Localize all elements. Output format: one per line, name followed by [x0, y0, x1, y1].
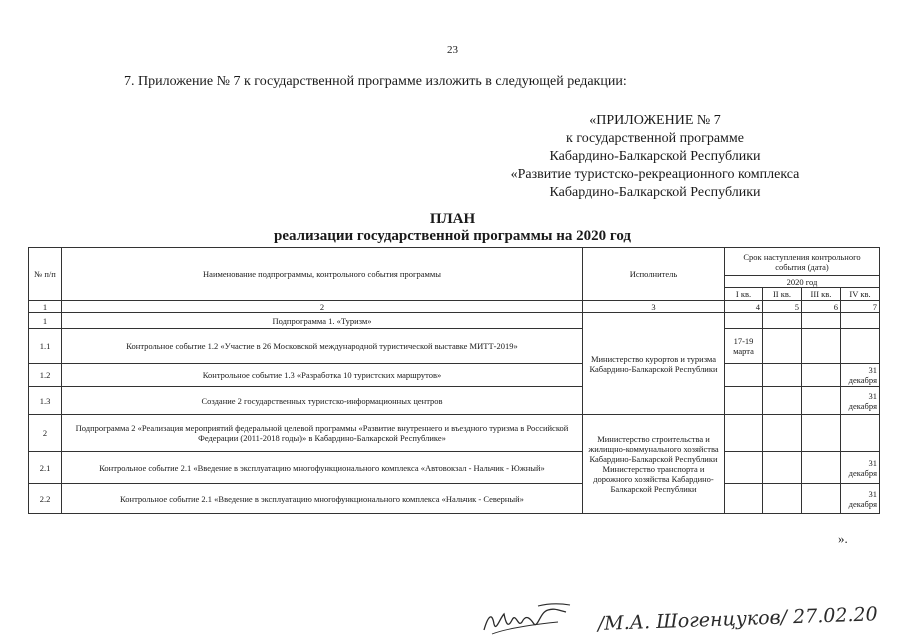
row-q4: [841, 415, 880, 452]
table-row: [29, 313, 880, 329]
col-number: 6: [802, 301, 841, 313]
row-q3: [802, 415, 841, 452]
row-q4: 31 декабря: [841, 364, 880, 387]
annex-line-2: к государственной программе: [566, 131, 744, 146]
plan-subtitle: реализации государственной программы на 2020 год: [273, 228, 631, 244]
row-q3: [802, 313, 841, 329]
col-number: 4: [725, 301, 763, 313]
row-q4: 31 декабря: [841, 452, 880, 484]
header-deadline: Срок наступления контрольного события (дата): [725, 248, 880, 276]
row-q2: [763, 387, 802, 415]
row-num: 1.1: [29, 329, 62, 364]
executor-group-2: Министерство строительства и жилищно-коммунального хозяйства Кабардино-Балкарской Республики Министерство транспорта и дорожного хозяйства Кабардино-Балкарской Республики: [583, 415, 725, 514]
col-number: 2: [62, 301, 583, 313]
row-name: Контрольное событие 2.1 «Введение в эксплуатацию многофункционального комплекса «Автовокзал - Нальчик - Южный»: [62, 452, 583, 484]
row-q3: [802, 364, 841, 387]
table-row: [29, 364, 880, 387]
row-name: Подпрограмма 2 «Реализация мероприятий федеральной целевой программы «Развитие внутреннего и въездного туризма в Российской Федерации (2011-2018 годы)» в Кабардино-Балкарской Республике»: [62, 415, 583, 452]
plan-title: ПЛАН: [429, 211, 476, 227]
signature-text: /М.А. Шогенцуков/ 27.02.20: [597, 603, 879, 635]
handwritten-signature: [478, 598, 898, 640]
row-num: 2: [29, 415, 62, 452]
table-row: [29, 415, 880, 452]
col-number: 3: [583, 301, 725, 313]
table-row: [29, 387, 880, 415]
row-q4: 31 декабря: [841, 484, 880, 514]
annex-header: [470, 112, 840, 202]
executor-group-1: Министерство курортов и туризма Кабардино-Балкарской Республики: [583, 313, 725, 415]
row-q2: [763, 329, 802, 364]
row-name: Подпрограмма 1. «Туризм»: [62, 313, 583, 329]
row-q2: [763, 415, 802, 452]
row-name: Контрольное событие 2.1 «Введение в эксплуатацию многофункционального комплекса «Нальчик - Северный»: [62, 484, 583, 514]
row-num: 1.2: [29, 364, 62, 387]
table-row: [29, 329, 880, 364]
plan-title-block: [0, 211, 905, 245]
annex-line-5: Кабардино-Балкарской Республики: [549, 185, 761, 200]
row-num: 1.3: [29, 387, 62, 415]
page-number: 23: [447, 44, 458, 56]
header-q3: III кв.: [802, 288, 841, 301]
row-q1: [725, 452, 763, 484]
row-q1: [725, 415, 763, 452]
row-q2: [763, 484, 802, 514]
header-q2: II кв.: [763, 288, 802, 301]
row-num: 2.2: [29, 484, 62, 514]
row-q4: [841, 313, 880, 329]
row-num: 1: [29, 313, 62, 329]
row-q4: 31 декабря: [841, 387, 880, 415]
row-q1: 17-19 марта: [725, 329, 763, 364]
plan-table: [28, 247, 880, 514]
annex-line-1: «ПРИЛОЖЕНИЕ № 7: [589, 113, 721, 128]
row-q1: [725, 484, 763, 514]
header-executor: Исполнитель: [583, 248, 725, 301]
closing-quote: ».: [838, 531, 848, 546]
row-q3: [802, 452, 841, 484]
row-name: Контрольное событие 1.2 «Участие в 26 Московской международной туристической выставке МИТТ-2019»: [62, 329, 583, 364]
row-q1: [725, 313, 763, 329]
row-q2: [763, 313, 802, 329]
header-q1: I кв.: [725, 288, 763, 301]
column-number-row: [29, 301, 880, 313]
row-q1: [725, 387, 763, 415]
row-q3: [802, 484, 841, 514]
annex-line-4: «Развитие туристско-рекреационного комплекса: [510, 167, 800, 182]
row-q1: [725, 364, 763, 387]
intro-text: 7. Приложение № 7 к государственной программе изложить в следующей редакции:: [124, 74, 627, 89]
row-q4: [841, 329, 880, 364]
header-name: Наименование подпрограммы, контрольного события программы: [62, 248, 583, 301]
col-number: 5: [763, 301, 802, 313]
annex-line-3: Кабардино-Балкарской Республики: [549, 149, 761, 164]
header-num: № п/п: [29, 248, 62, 301]
table-row: [29, 452, 880, 484]
table-row: [29, 484, 880, 514]
row-q3: [802, 387, 841, 415]
row-q2: [763, 364, 802, 387]
row-q3: [802, 329, 841, 364]
header-q4: IV кв.: [841, 288, 880, 301]
row-q2: [763, 452, 802, 484]
col-number: 1: [29, 301, 62, 313]
col-number: 7: [841, 301, 880, 313]
header-year: 2020 год: [725, 276, 880, 288]
row-name: Создание 2 государственных туристско-информационных центров: [62, 387, 583, 415]
row-name: Контрольное событие 1.3 «Разработка 10 туристских маршрутов»: [62, 364, 583, 387]
row-num: 2.1: [29, 452, 62, 484]
header-row: [29, 248, 880, 276]
